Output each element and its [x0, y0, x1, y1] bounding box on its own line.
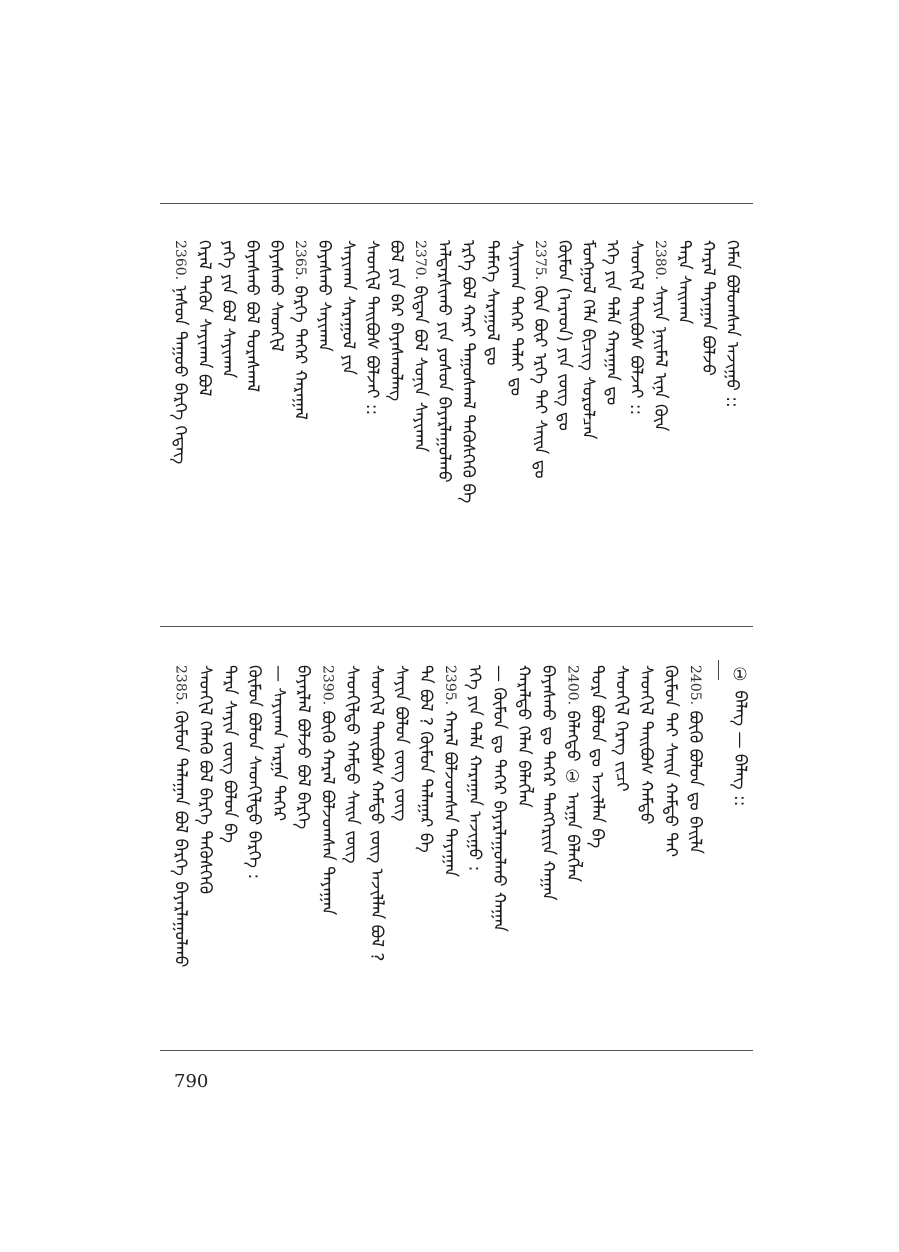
verse-line	[626, 240, 646, 415]
verse-text: ᠲᠡᠷᠡ ᠰᠠᠶᠢᠨ ᠵᠦᠭ ᠪᠣᠯᠣᠨ ᠪᠡ	[219, 665, 240, 844]
verse-line	[266, 240, 286, 352]
verse-line	[218, 240, 238, 378]
verse-line	[338, 240, 358, 375]
verse-text: ᠰᠡᠳᠭᠢᠯᠲᠦ ᠬᠠᠮᠲᠤ ᠰᠠᠢᠨ ᠵᠦᠭ	[342, 665, 362, 864]
page-number: 790	[174, 1071, 209, 1092]
verse-text: ᠪᠡᠷᠬᠡ ᠳᠡᠭᠡᠷ ᠬᠠᠷᠠᠭᠠᠯ	[290, 285, 310, 420]
verse-line	[530, 240, 550, 479]
verse-line	[314, 240, 334, 352]
verse-text: — ᠰᠠᠶᠢᠬᠠᠨ ᠠᠷᠭᠠ ᠳᠡᠭᠡᠷ	[268, 665, 289, 822]
verse-text: ᠬᠡᠮᠡᠨ ᠪᠣᠯᠤᠭᠰᠠᠨ ᠠᠵᠢᠭᠤ ::	[722, 240, 742, 408]
verse-line	[554, 240, 574, 431]
verse-line	[674, 240, 694, 324]
verse-text: ᠬᠦᠮᠦᠨ ᠲᠠᠯᠠᠭᠠᠨ ᠪᠣᠯ ᠪᠡᠷᠬᠡ ᠪᠠᠶᠠᠷᠯᠠᠭᠤᠯᠬᠤ	[170, 710, 191, 968]
verse-text: — ᠬᠦᠮᠦᠨ ᠳᠤ ᠳᠡᠭᠡᠷ ᠪᠠᠶᠠᠷᠯᠠᠭᠤᠯᠬᠤ ᠬᠠᠭᠠᠨ	[489, 665, 509, 932]
verse-line	[636, 665, 656, 825]
verse-line	[563, 665, 583, 882]
verse-text: ᠪᠣᠯ ᠶᠢᠨ ᠪᠠᠷ ᠪᠠᠶᠠᠰᠬᠤᠯᠠᠩ	[386, 240, 406, 402]
verse-text: ᠬᠦᠮᠦᠨ ᠪᠣᠯᠣᠨ ᠰᠡᠳᠭᠢᠯᠲᠦ ᠪᠡᠷᠬᠡ :	[244, 665, 264, 880]
verse-text: ᠬᠠᠷᠠᠯ ᠲᠠᠶᠠᠭᠠᠨ ᠪᠣᠯᠵᠤ	[698, 240, 718, 376]
verse-text: ᠶᠡᠬᠡ ᠶᠢᠨ ᠪᠣᠯ ᠰᠠᠶᠢᠬᠠᠨ	[218, 240, 238, 379]
verse-text: ᠰᠠᠶᠢᠬᠠᠨ ᠰᠠᠷᠠᠭᠤᠯ ᠶᠢᠨ	[338, 240, 358, 376]
verse-text: ᠪᠠᠶᠠᠰᠬᠤ ᠰᠠᠶᠢᠬᠠᠨ	[314, 240, 334, 352]
line-number: 2385.	[172, 665, 189, 706]
verse-text: ᠰᠠᠶᠢᠨ ᠨᠠᠢᠮᠠᠯ ᠢᠨᠡ ᠬᠦᠨ	[650, 285, 670, 432]
verse-text: ᠠᠯᠳᠠᠷᠰᠢᠬᠤ ᠶᠢᠨ ᠶᠣᠰᠣᠨ ᠪᠠᠶᠠᠷᠯᠠᠭᠤᠯᠬᠤ	[434, 240, 454, 483]
verse-line	[685, 665, 705, 854]
bottom-rule	[160, 1050, 753, 1051]
lower-text-block	[170, 665, 750, 968]
line-number: 2360.	[172, 240, 188, 281]
verse-line	[269, 665, 289, 821]
line-number: 2380.	[652, 240, 668, 281]
middle-rule	[160, 626, 753, 627]
line-number: 2370.	[412, 240, 428, 281]
verse-line	[434, 240, 454, 483]
verse-line	[362, 240, 382, 415]
verse-text: ᠮᠣᠩᠭᠣᠯ ᠬᠡᠯᠡ ᠪᠢᠴᠢᠭ ᠰᠤᠷᠤᠯᠴᠠᠨ	[578, 240, 598, 440]
verse-text: ᠰᠡᠳᠭᠢᠯ ᠲᠠᠢᠪᠤᠰ ᠬᠠᠮᠲᠤ	[636, 665, 656, 825]
verse-line	[410, 240, 430, 452]
verse-line	[506, 240, 526, 396]
verse-text: ᠲᠡᠷᠡ ᠰᠠᠢᠬᠠᠨ	[674, 240, 694, 325]
verse-text: ᠪᠠᠶᠠᠷᠯᠠᠯ ᠪᠣᠯᠵᠤ ᠪᠣᠯ ᠪᠡᠷᠬᠡ	[293, 665, 313, 830]
verse-text: ᠬᠦᠮᠦᠨ (ᠠᠷᠠᠳ) ᠶᠢᠨ ᠵᠦᠭ ᠳᠤ	[554, 240, 574, 431]
verse-line	[587, 665, 607, 848]
verse-line	[698, 240, 718, 376]
verse-line	[661, 665, 681, 857]
verse-line	[194, 240, 214, 396]
verse-text: ᠪᠠᠶᠠᠰᠬᠤ ᠰᠡᠳᠭᠢᠯ	[266, 240, 286, 352]
verse-line	[514, 665, 534, 808]
verse-text: ᠬᠦᠮᠦᠨ ᠲᠡᠢ ᠰᠠᠢᠨ ᠬᠠᠮᠲᠤ ᠲᠡᠢ	[660, 665, 681, 858]
verse-text: ᠡᠷᠬᠡ ᠪᠣᠯ ᠬᠠᠷᠢ ᠳᠠᠭᠤᠰᠬᠠᠯ ᠲᠡᠭᠦᠰᠬᠡᠬᠦ ᠪᠡ	[458, 240, 478, 504]
verse-line	[367, 665, 387, 961]
verse-text: ᠰᠡᠳᠭᠢᠯ ᠲᠠᠢᠪᠤᠰ ᠪᠣᠯᠵᠠᠢ ::	[362, 240, 382, 416]
verse-line	[244, 665, 264, 879]
verse-text: ᠨᠠᠰᠤᠨ ᠳᠠᠭᠤᠤ ᠪᠡᠷᠬᠡ ᠭᠡᠳᠡᠭ	[170, 285, 190, 465]
verse-text: ᠭᠡᠷᠡᠯ ᠲᠡᠭᠦᠨ ᠰᠠᠶᠢᠬᠠᠨ ᠪᠣᠯ	[194, 240, 214, 397]
verse-text: ᠪᠦᠬᠦ ᠬᠠᠷᠠᠯ ᠪᠣᠯᠵᠤᠭᠰᠠᠨ ᠲᠠᠶᠠᠭᠠᠨ	[317, 710, 338, 916]
verse-line	[465, 665, 485, 871]
footnote	[730, 665, 750, 806]
verse-text: ᠳᠤᠷᠠ ᠪᠣᠯᠣᠨ ᠳᠤ ᠠᠵᠢᠯᠯᠠᠨ ᠪᠡ	[587, 665, 607, 849]
line-number: 2390.	[319, 665, 336, 706]
verse-line	[293, 665, 313, 829]
verse-text: ᠲᠡ ᠪᠣᠯ ? ᠬᠦᠮᠦᠨ ᠲᠠᠯᠠᠭᠠᠷ ᠪᠡ	[415, 665, 436, 853]
verse-line	[318, 665, 338, 915]
line-number: 2405.	[687, 665, 703, 706]
line-number: 2365.	[292, 240, 308, 281]
line-number: 2400.	[564, 665, 581, 706]
verse-text: ᠰᠡᠳᠭᠢᠯ ᠬᠡᠷᠡᠭ ᠵᠢᠴᠢ	[611, 665, 632, 792]
verse-line	[416, 665, 436, 853]
footnote-text: ᠪᠡᠯᠡᠭ — ᠪᠡᠯᠡᠭ ::	[730, 690, 750, 807]
verse-text: ᠡᠬᠡ ᠶᠢᠨ ᠲᠠᠯᠠ ᠬᠠᠷᠠᠭᠠᠨ ᠳᠤ	[602, 240, 622, 406]
verse-line	[650, 240, 670, 431]
verse-text: ᠪᠠᠶᠠᠰᠬᠤ ᠪᠣᠯ ᠳᠤᠷᠠᠰᠬᠠᠯ	[242, 240, 262, 393]
verse-text: ᠰᠠᠶᠢᠨ ᠪᠣᠯᠣᠨ ᠵᠦᠭ ᠵᠦᠭ	[391, 665, 411, 822]
verse-line	[391, 665, 411, 821]
verse-text: ᠰᠠᠶᠢᠬᠠᠨ ᠳᠡᠭᠡᠷ ᠳᠠᠯᠠᠢ ᠳᠤ	[506, 240, 526, 397]
verse-line	[612, 665, 632, 792]
upper-text-block	[170, 240, 750, 504]
verse-line	[489, 665, 509, 932]
footnote-rule	[718, 660, 719, 680]
verse-line	[220, 665, 240, 843]
line-number: 2375.	[532, 240, 548, 281]
verse-text: ᠰᠡᠳᠭᠢᠯ ᠲᠠᠢᠪᠤᠰ ᠬᠠᠮᠲᠤ ᠵᠦᠭ ᠠᠵᠢᠯᠯᠠᠨ ᠪᠣᠯ ?	[366, 665, 387, 962]
verse-text: ᠪᠦᠬᠦ ᠪᠣᠯᠣᠨ ᠳᠤ ᠪᠡᠢᠯᠡ	[685, 710, 705, 854]
verse-line	[482, 240, 502, 365]
verse-text: ᠰᠡᠳᠭᠢᠯ ᠲᠠᠢᠪᠤᠰ ᠪᠣᠯᠵᠠᠢ ::	[626, 240, 646, 416]
verse-text: ᠬᠠᠷᠠᠯᠲᠤ ᠬᠡᠯᠡᠨ ᠪᠡᠯᠡᠭᠯᠡᠨ	[513, 665, 534, 808]
verse-text: ᠪᠢᠳᠡᠨ ᠪᠣᠯ ᠰᠣᠨᠢᠨ ᠰᠠᠶᠢᠬᠠᠨ	[410, 285, 430, 453]
verse-line	[342, 665, 362, 863]
verse-line	[578, 240, 598, 439]
verse-line	[538, 665, 558, 900]
verse-text: ᠡᠬᠡ ᠶᠢᠨ ᠲᠠᠯᠠ ᠬᠠᠷᠠᠭᠠᠨ ᠠᠵᠢᠭᠤ :	[464, 665, 485, 872]
line-number: 2395.	[442, 665, 458, 706]
footnote-marker: ①	[730, 665, 750, 685]
verse-line	[290, 240, 310, 420]
verse-line	[171, 665, 191, 967]
verse-text: ᠲᠡᠮᠡᠭᠡ ᠰᠠᠷᠠᠭᠤᠯ ᠳᠤ	[482, 240, 502, 366]
verse-text: ᠪᠠᠶᠠᠰᠬᠤ ᠳᠤ ᠳᠡᠭᠡᠷ ᠲᠡᠩᠭᠡᠷᠢᠢᠨ ᠬᠠᠭᠠᠨ	[538, 665, 558, 901]
verse-line	[242, 240, 262, 392]
verse-text: ᠪᠡᠯᠡᠭᠲᠦ ① ᠠᠷᠭᠠ ᠪᠡᠯᠡᠭᠯᠡᠨ	[562, 710, 583, 882]
verse-text: ᠬᠦᠨ ᠪᠦᠷ ᠡᠷᠬᠡ ᠲᠠᠢ ᠰᠠᠢᠨ ᠳᠤ	[530, 285, 550, 479]
verse-line	[602, 240, 622, 405]
verse-line	[458, 240, 478, 503]
verse-line	[195, 665, 215, 894]
verse-text: ᠰᠡᠳᠭᠢᠯ ᠬᠡᠯᠡᠬᠦ ᠪᠣᠯ ᠪᠡᠷᠬᠡ ᠲᠡᠭᠦᠰᠬᠡᠬᠦ	[195, 665, 215, 895]
verse-text: ᠬᠠᠷᠠᠯ ᠪᠣᠯᠵᠤᠭᠰᠠᠨ ᠲᠠᠶᠠᠭᠠᠨ	[440, 710, 460, 877]
verse-line	[386, 240, 406, 401]
top-rule	[160, 203, 753, 204]
verse-line	[170, 240, 190, 464]
verse-line	[722, 240, 742, 408]
verse-line	[440, 665, 460, 877]
